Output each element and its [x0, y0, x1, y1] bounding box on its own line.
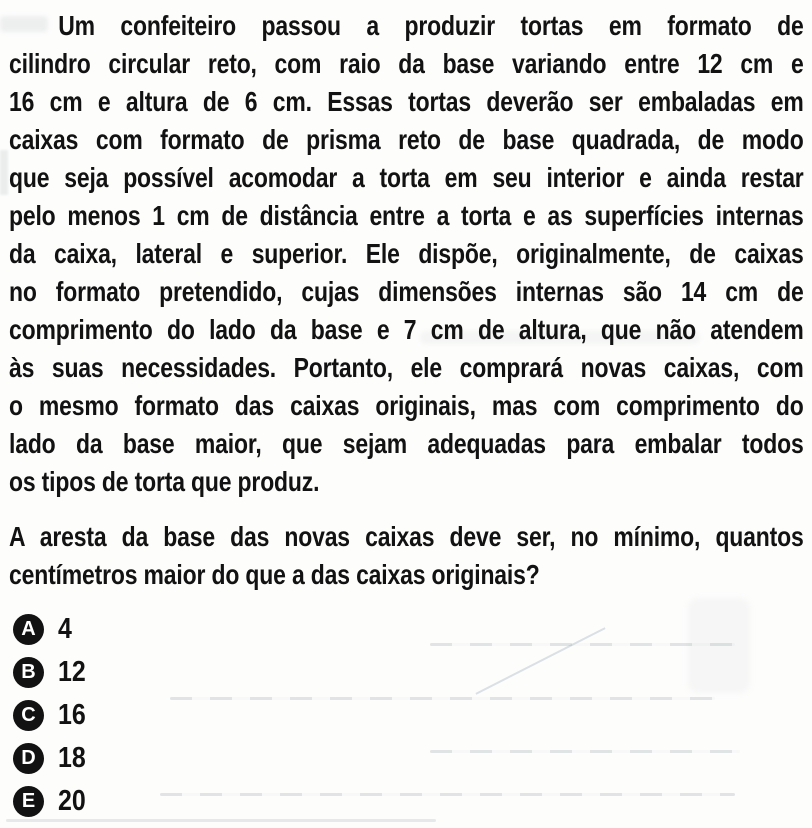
option-b-value: 12 — [58, 656, 86, 688]
option-d-badge — [13, 743, 44, 774]
option-letter: B — [21, 661, 36, 683]
passage-line: cilindro circular reto, com raio da base variando entre 12 cm e — [9, 48, 804, 79]
scan-artifact — [160, 793, 735, 796]
option-b-badge — [13, 657, 44, 688]
passage-line: Um confeiteiro passou a produzir tortas em formato de — [58, 10, 804, 41]
passage-line: comprimento do lado da base e 7 cm de altura, que não atendem — [9, 314, 804, 345]
option-a-value: 4 — [58, 613, 72, 645]
option-b — [13, 651, 90, 694]
scan-artifact — [688, 598, 750, 693]
passage-line: no formato pretendido, cujas dimensões internas são 14 cm de — [9, 276, 804, 307]
option-e-badge — [13, 786, 44, 817]
passage-line: que seja possível acomodar a torta em seu interior e ainda restar — [9, 162, 804, 193]
passage-line: o mesmo formato das caixas originais, mas com comprimento do — [9, 390, 804, 421]
passage-line: pelo menos 1 cm de distância entre a torta e as superfícies internas — [9, 200, 804, 231]
option-d-value: 18 — [58, 742, 86, 774]
option-a-badge — [13, 614, 44, 645]
option-a — [13, 608, 90, 651]
scan-artifact — [170, 697, 715, 700]
option-e — [13, 780, 90, 823]
question-line: A aresta da base das novas caixas deve ser, no mínimo, quantos — [9, 521, 804, 552]
question-prompt — [9, 518, 804, 594]
option-e-value: 20 — [58, 785, 86, 817]
scan-artifact — [430, 750, 740, 753]
passage-line: às suas necessidades. Portanto, ele comprará novas caixas, com — [9, 352, 804, 383]
question-line: centímetros maior do que a das caixas originais? — [9, 559, 540, 590]
option-letter: E — [21, 790, 36, 812]
option-c-badge — [13, 700, 44, 731]
passage-line: 16 cm e altura de 6 cm. Essas tortas deverão ser embaladas em — [9, 86, 804, 117]
problem-statement — [9, 7, 804, 501]
option-letter: C — [21, 704, 36, 726]
option-letter: D — [21, 747, 36, 769]
option-d — [13, 737, 90, 780]
passage-line: caixas com formato de prisma reto de base quadrada, de modo — [9, 124, 804, 155]
scan-artifact — [475, 627, 605, 695]
answer-options — [13, 608, 90, 823]
scan-artifact — [0, 150, 8, 195]
scan-artifact — [430, 643, 735, 646]
option-letter: A — [21, 618, 36, 640]
passage-line: os tipos de torta que produz. — [9, 466, 320, 497]
option-c-value: 16 — [58, 699, 86, 731]
passage-line: lado da base maior, que sejam adequadas para embalar todos — [9, 428, 804, 459]
option-c — [13, 694, 90, 737]
passage-line: da caixa, lateral e superior. Ele dispõe, originalmente, de caixas — [9, 238, 804, 269]
